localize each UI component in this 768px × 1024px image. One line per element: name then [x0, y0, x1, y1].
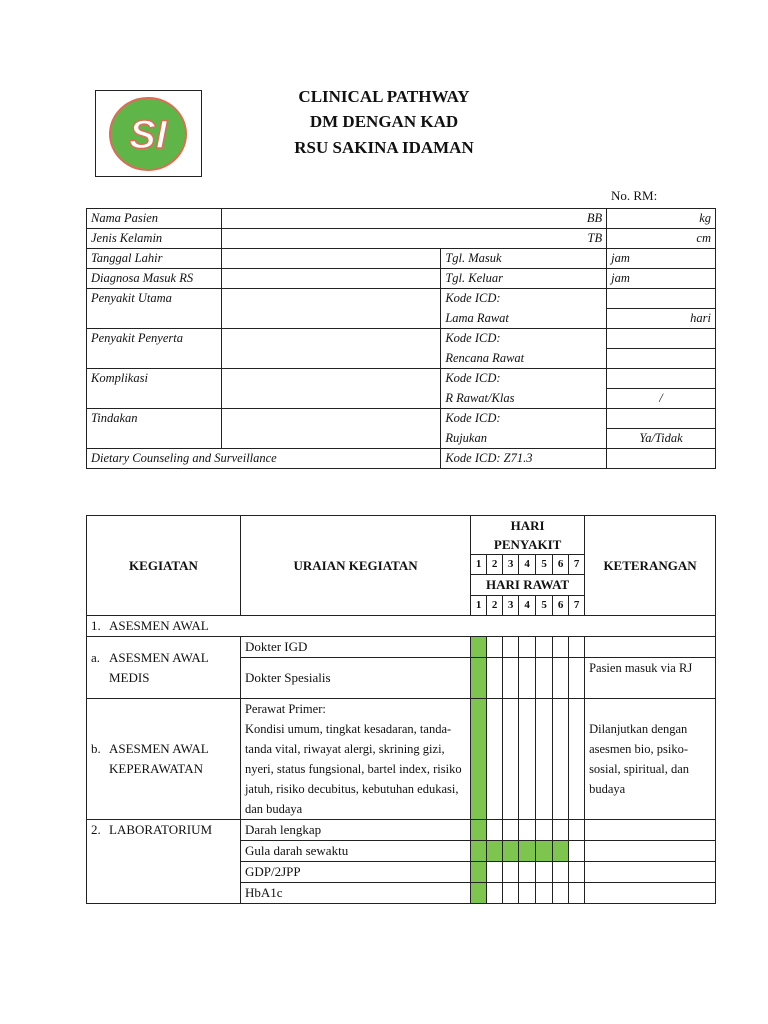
table-row — [87, 229, 716, 249]
label-jenis-kelamin: Jenis Kelamin — [87, 229, 222, 249]
patient-info-table — [86, 208, 716, 469]
value-kode-icd — [607, 289, 716, 309]
label-rujukan: Rujukan — [441, 429, 607, 449]
label-lama-rawat: Lama Rawat — [441, 309, 607, 329]
value-tanggal-lahir — [221, 249, 441, 269]
perawat-desc: Kondisi umum, tingkat kesadaran, tanda-tanda vital, riwayat alergi, skrining gizi, nyeri, status fungsional, bartel index, risiko jatuh, risiko decubitus, kebutuhan edukasi, dan budaya — [244, 722, 462, 816]
lab-hba1c: HbA1c — [240, 883, 470, 904]
label-kode-icd: Kode ICD: — [441, 369, 607, 389]
label-kode-icd: Kode ICD: — [441, 409, 607, 429]
day-7: 7 — [569, 555, 585, 575]
perawat-title: Perawat Primer: — [244, 702, 326, 716]
label-penyakit-utama: Penyakit Utama — [87, 289, 222, 309]
unit-jam-keluar: jam — [607, 269, 716, 289]
value-diagnosa — [221, 269, 441, 289]
label-r-rawat: R Rawat/Klas — [441, 389, 607, 409]
section-asesmen-awal: 1. ASESMEN AWAL — [87, 616, 716, 637]
hospital-logo — [95, 90, 202, 177]
label-tindakan: Tindakan — [87, 409, 222, 429]
logo-text: SI — [129, 113, 167, 157]
table-row — [87, 449, 716, 469]
activity-table — [86, 515, 716, 904]
label-diagnosa: Diagnosa Masuk RS — [87, 269, 222, 289]
table-row — [87, 329, 716, 349]
no-rm-label: No. RM: — [611, 188, 658, 203]
unit-kg: kg — [607, 209, 716, 229]
unit-jam-masuk: jam — [607, 249, 716, 269]
day-2: 2 — [487, 596, 503, 616]
day-3: 3 — [503, 555, 519, 575]
table-row — [87, 269, 716, 289]
label-bb: BB — [221, 209, 606, 229]
day-1: 1 — [471, 596, 487, 616]
table-row — [87, 409, 716, 429]
label-dietary: Dietary Counseling and Surveillance — [87, 449, 441, 469]
page-title-line2: DM DENGAN KAD — [309, 112, 459, 131]
page-title-line3: RSU SAKINA IDAMAN — [294, 138, 474, 157]
table-row — [87, 249, 716, 269]
section-laboratorium: 2. LABORATORIUM — [87, 820, 241, 904]
table-row — [87, 637, 716, 658]
note-spesialis: Pasien masuk via RJ — [585, 658, 716, 699]
item-perawat-primer — [240, 699, 470, 820]
item-dokter-igd: Dokter IGD — [240, 637, 470, 658]
col-hari-rawat: HARI RAWAT — [471, 575, 585, 596]
day-6: 6 — [553, 596, 569, 616]
col-keterangan: KETERANGAN — [585, 516, 716, 616]
note-perawat: Dilanjutkan dengan asesmen bio, psiko-sosial, spiritual, dan budaya — [585, 699, 716, 820]
unit-hari: hari — [607, 309, 716, 329]
table-row — [87, 209, 716, 229]
lab-darah-lengkap: Darah lengkap — [240, 820, 470, 841]
label-kode-icd: Kode ICD: — [441, 289, 607, 309]
label-tb: TB — [221, 229, 606, 249]
day-4: 4 — [519, 596, 536, 616]
table-row — [87, 699, 716, 820]
value-ya-tidak: Ya/Tidak — [607, 429, 716, 449]
day-6: 6 — [553, 555, 569, 575]
label-asesmen-keperawatan: b. ASESMEN AWAL KEPERAWATAN — [87, 699, 241, 820]
logo-icon — [108, 97, 188, 171]
col-kegiatan: KEGIATAN — [87, 516, 241, 616]
day-7: 7 — [569, 596, 585, 616]
label-penyakit-penyerta: Penyakit Penyerta — [87, 329, 222, 349]
item-dokter-spesialis: Dokter Spesialis — [240, 658, 470, 699]
col-uraian: URAIAN KEGIATAN — [240, 516, 470, 616]
label-nama-pasien: Nama Pasien — [87, 209, 222, 229]
label-tgl-masuk: Tgl. Masuk — [441, 249, 607, 269]
col-hari-penyakit: HARI PENYAKIT — [471, 516, 585, 555]
lab-gula-darah: Gula darah sewaktu — [240, 841, 470, 862]
day-4: 4 — [519, 555, 536, 575]
label-komplikasi: Komplikasi — [87, 369, 222, 389]
day-5: 5 — [536, 596, 553, 616]
page-title-line1: CLINICAL PATHWAY — [298, 87, 470, 106]
label-tanggal-lahir: Tanggal Lahir — [87, 249, 222, 269]
day-1: 1 — [471, 555, 487, 575]
day-3: 3 — [503, 596, 519, 616]
day-2: 2 — [487, 555, 503, 575]
label-kode-icd-z71: Kode ICD: Z71.3 — [441, 449, 607, 469]
label-asesmen-medis: a. ASESMEN AWAL MEDIS — [87, 637, 241, 699]
value-r-rawat: / — [607, 389, 716, 409]
label-rencana-rawat: Rencana Rawat — [441, 349, 607, 369]
lab-gdp: GDP/2JPP — [240, 862, 470, 883]
table-row — [87, 369, 716, 389]
label-tgl-keluar: Tgl. Keluar — [441, 269, 607, 289]
value-penyakit-utama — [221, 289, 441, 329]
table-row — [87, 820, 716, 841]
table-row — [87, 616, 716, 637]
table-row — [87, 289, 716, 309]
label-kode-icd: Kode ICD: — [441, 329, 607, 349]
unit-cm: cm — [607, 229, 716, 249]
day-5: 5 — [536, 555, 553, 575]
